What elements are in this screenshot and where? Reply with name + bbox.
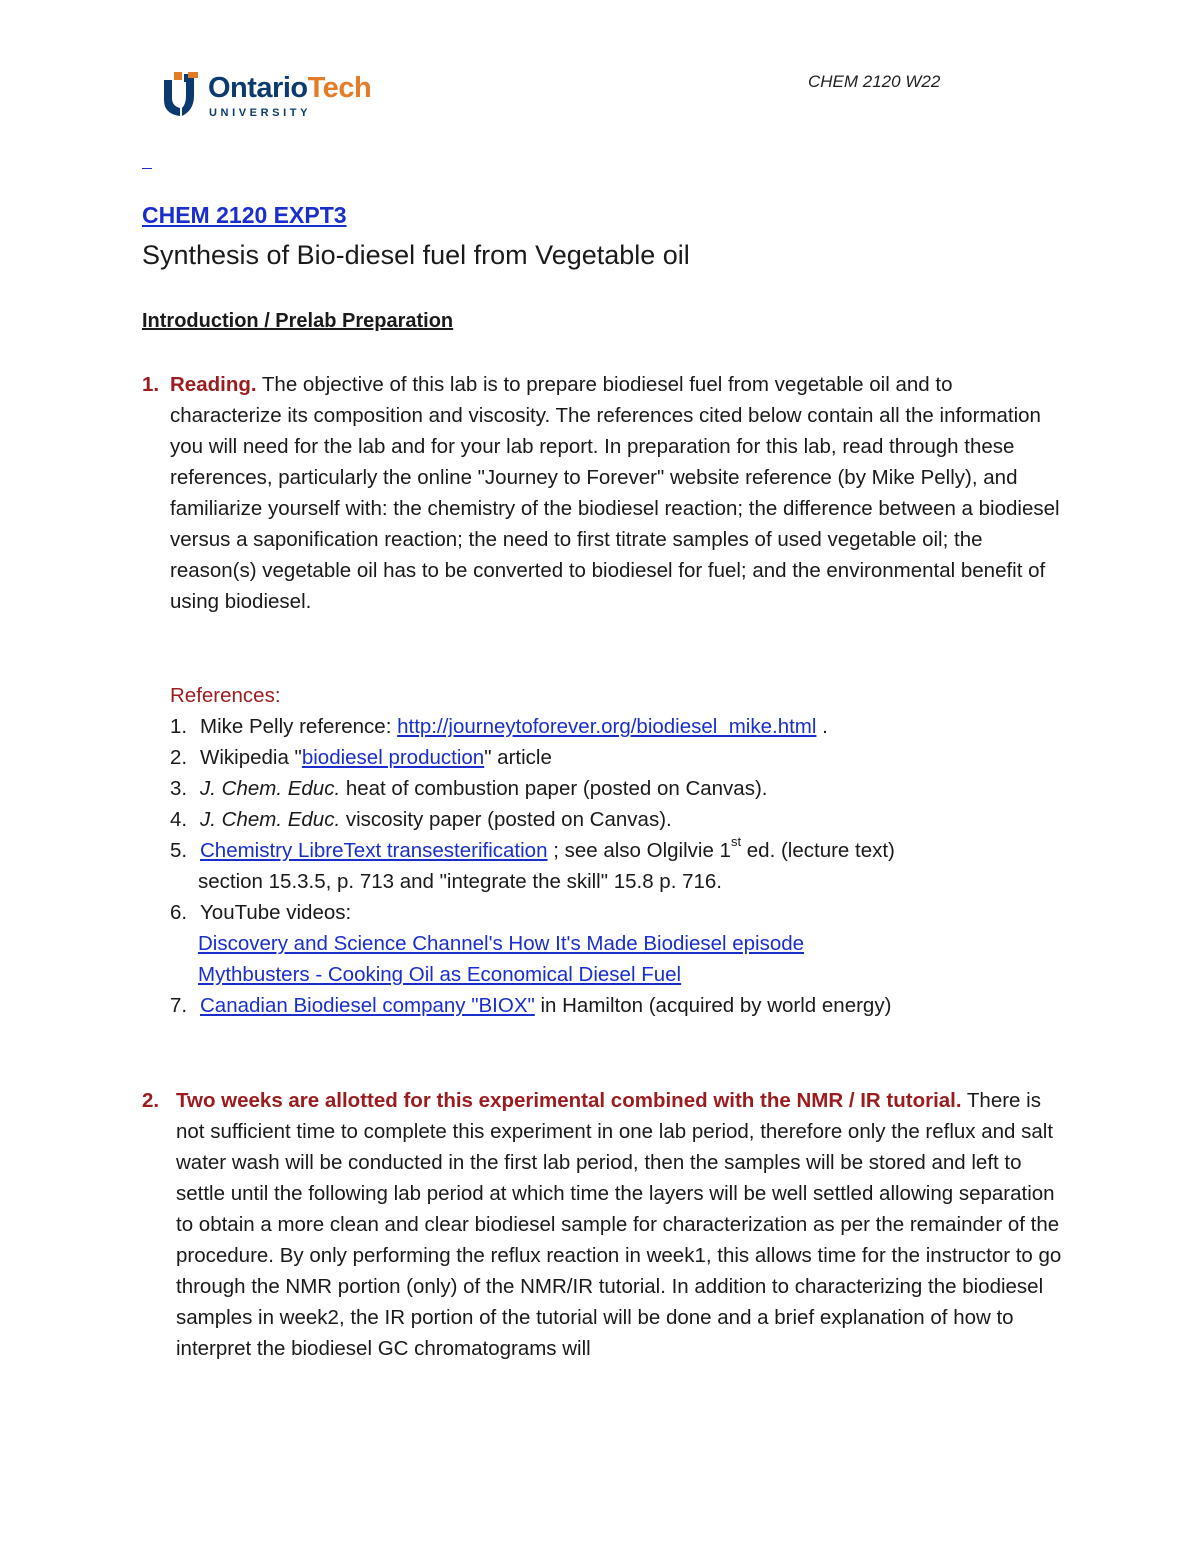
reference-item: [170, 711, 828, 742]
biox-company-link[interactable]: Canadian Biodiesel company "BIOX": [200, 994, 535, 1017]
journal-name: J. Chem. Educ.: [200, 808, 341, 831]
reference-text: " article: [484, 746, 552, 769]
logo-subtitle: UNIVERSITY: [209, 107, 312, 119]
reference-number: 6.: [170, 901, 188, 924]
journal-name: J. Chem. Educ.: [200, 777, 341, 800]
experiment-code-title[interactable]: CHEM 2120 EXPT3: [142, 202, 347, 228]
item-lead: Two weeks are allotted for this experimental combined with the NMR / IR tutorial.: [176, 1089, 962, 1112]
item-number: 2.: [142, 1089, 160, 1112]
item-body: [170, 369, 1062, 617]
reference-continuation: [198, 959, 681, 990]
item-number: 1.: [142, 373, 160, 396]
reference-item: [170, 742, 552, 773]
list-item-reading: [142, 369, 1062, 617]
section-heading: Introduction / Prelab Preparation: [142, 310, 454, 332]
wikipedia-biodiesel-link[interactable]: biodiesel production: [301, 746, 485, 769]
reference-text: YouTube videos:: [200, 901, 352, 924]
item-text: The objective of this lab is to prepare biodiesel fuel from vegetable oil and to characterize its composition and viscosity. The references cited below contain all the information you will need for the lab and for your lab report. In preparation for this lab, read through these references, particularly the online "Journey to Forever" website reference (by Mike Pelly), and familiarize yourself with: the chemistry of the biodiesel reaction; the difference between a biodiesel versus a saponification reaction; the need to first titrate samples of used vegetable oil; the reason(s) vegetable oil has to be converted to biodiesel for fuel; and the environmental benefit of using biodiesel.: [170, 373, 1060, 613]
reference-item: [170, 897, 351, 928]
reference-number: 7.: [170, 994, 188, 1017]
university-logo: [160, 70, 380, 122]
references-heading: [170, 680, 281, 711]
references-heading-text: References:: [170, 684, 281, 707]
reference-text: .: [816, 715, 828, 738]
empty-link[interactable]: [142, 150, 152, 169]
mythbusters-video-link[interactable]: Mythbusters - Cooking Oil as Economical Diesel Fuel: [198, 963, 682, 986]
reference-continuation: [198, 928, 804, 959]
reference-item: [170, 804, 672, 835]
reference-number: 2.: [170, 746, 188, 769]
experiment-title: Synthesis of Bio-diesel fuel from Vegetable oil: [142, 240, 690, 270]
journey-to-forever-link[interactable]: http://journeytoforever.org/biodiesel_mike.html: [397, 715, 817, 738]
reference-text: Wikipedia ": [200, 746, 302, 769]
superscript: st: [730, 834, 742, 849]
reference-text: ; see also Olgilvie 1: [547, 839, 731, 862]
how-its-made-video-link[interactable]: Discovery and Science Channel's How It's Made Biodiesel episode: [198, 932, 805, 955]
shield-logo-icon: [160, 70, 204, 118]
reference-item: [170, 990, 891, 1021]
libretext-link[interactable]: Chemistry LibreText transesterification: [200, 839, 548, 862]
reference-continuation: section 15.3.5, p. 713 and "integrate the skill" 15.8 p. 716.: [198, 870, 722, 893]
reference-text: in Hamilton (acquired by world energy): [534, 994, 892, 1017]
reference-number: 3.: [170, 777, 188, 800]
item-text: There is not sufficient time to complete this experiment in one lab period, therefore only the reflux and salt water wash will be conducted in the first lab period, then the samples will be stored and left to settle until the following lab period at which time the layers will be well settled allowing separation to obtain a more clean and clear biodiesel sample for characterization as per the remainder of the procedure. By only performing the reflux reaction in week1, this allows time for the instructor to go through the NMR portion (only) of the NMR/IR tutorial. In addition to characterizing the biodiesel samples in week2, the IR portion of the tutorial will be done and a brief explanation of how to interpret the biodiesel GC chromatograms will: [176, 1089, 1062, 1360]
reference-item: [170, 835, 895, 866]
reference-number: 5.: [170, 839, 188, 862]
reference-text: heat of combustion paper (posted on Canvas).: [340, 777, 768, 800]
reference-item: [170, 773, 767, 804]
reference-number: 1.: [170, 715, 188, 738]
course-code-header: CHEM 2120 W22: [808, 72, 941, 91]
reference-number: 4.: [170, 808, 188, 831]
logo-wordmark: [208, 72, 371, 105]
reference-text: Mike Pelly reference:: [200, 715, 398, 738]
item-body: [176, 1085, 1062, 1364]
list-item-schedule: [142, 1085, 1062, 1364]
logo-name-tech: Tech: [307, 72, 372, 104]
logo-name-ontario: Ontario: [208, 72, 308, 104]
item-lead: Reading.: [170, 373, 257, 396]
reference-text: viscosity paper (posted on Canvas).: [340, 808, 672, 831]
reference-text: ed. (lecture text): [741, 839, 895, 862]
